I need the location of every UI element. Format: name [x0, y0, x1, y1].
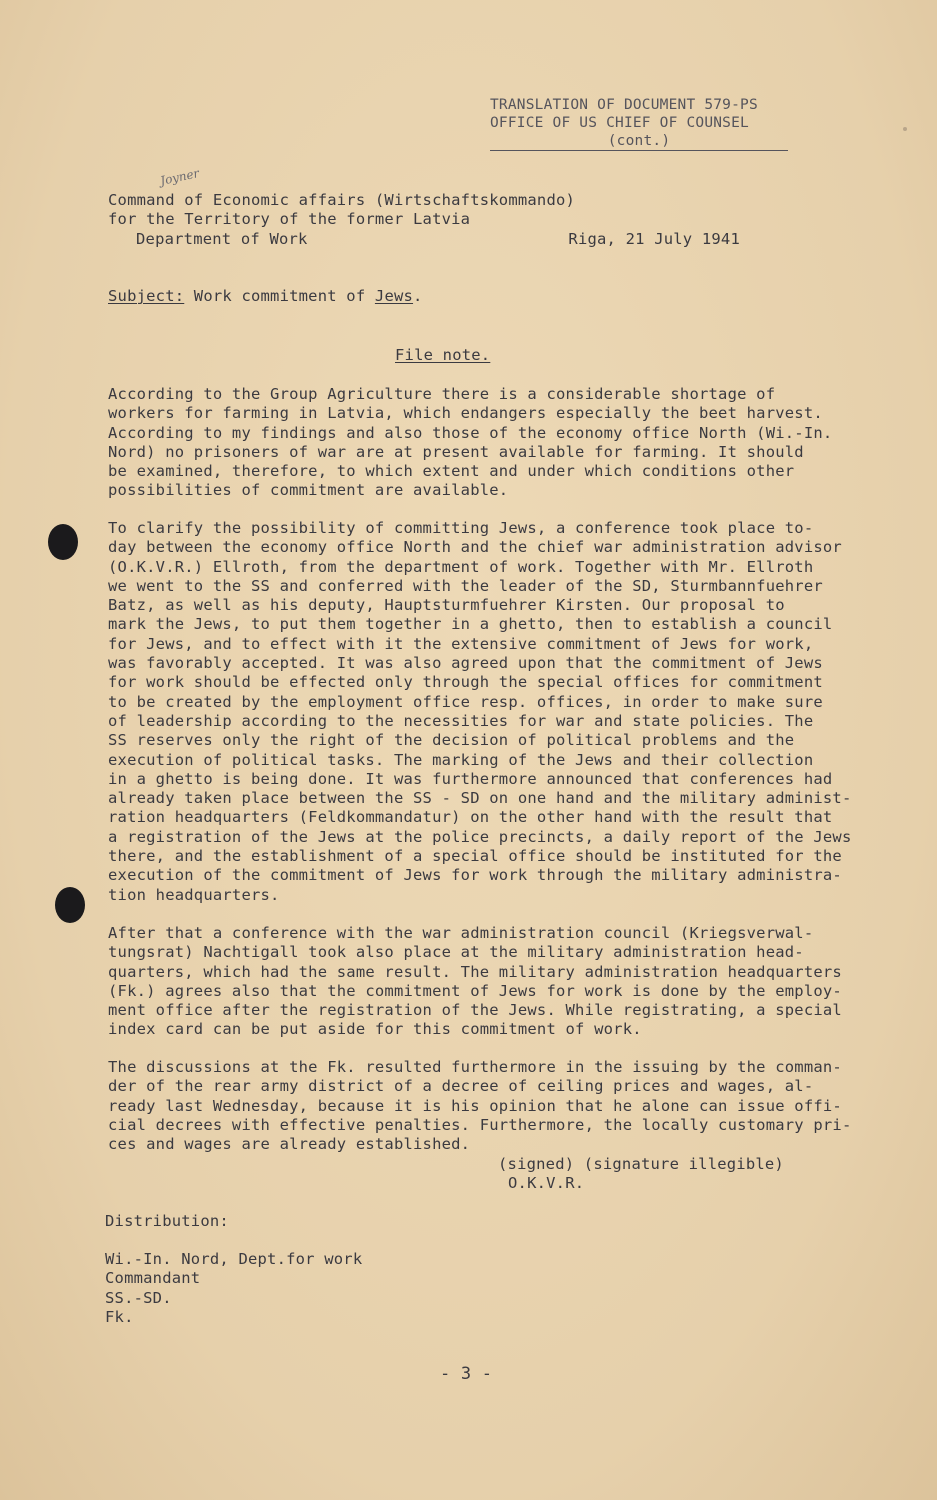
header-line-2: OFFICE OF US CHIEF OF COUNSEL [490, 115, 749, 131]
file-note-text: File note. [395, 346, 491, 364]
document-header [490, 96, 788, 151]
signature-line-1: (signed) (signature illegible) [498, 1155, 784, 1173]
header-line-3: (cont.) [607, 133, 671, 149]
paragraph-1: According to the Group Agriculture there is a considerable shortage of workers for farming in Latvia, which endangers especially the beet harvest. According to my findings and also those of the economy office North (Wi.-In. Nord) no prisoners of war are at present available for farming. It should be examined, therefore, to which extent and under which conditions other possibilities of commitment are available. [108, 385, 833, 500]
punch-hole-top [48, 524, 78, 560]
handwritten-annotation: Joyner [158, 166, 201, 188]
sender-block [108, 191, 808, 249]
subject-line [108, 287, 423, 306]
distribution-item: Commandant [105, 1269, 201, 1288]
distribution-item: Fk. [105, 1307, 134, 1326]
paragraph-2: To clarify the possibility of committing Jews, a conference took place to- day between the economy office North and the chief war administration advisor (O.K.V.R.) Ellroth, from the department of work. Together with Mr. Ellroth we went to the SS and conferred with the leader of the SD, Sturmbannfuehrer Batz, as well as his deputy, Hauptsturmfuehrer Kirsten. Our proposal to mark the Jews, to put them together in a ghetto, then to establish a council for Jews, and to effect with it the extensive commitment of Jews for work, was favorably accepted. It was also agreed upon that the commitment of Jews for work should be effected only through the special offices for commitment to be created by the employment office resp. offices, in order to make sure of leadership according to the necessities for war and state policies. The SS reserves only the right of the decision of political problems and the execution of political tasks. The marking of the Jews and their collection in a ghetto is being done. It was furthermore announced that conferences had already taken place between the SS - SD on one hand and the military administ- ration headquarters (Feldkommandatur) on the other hand with the result that a registration of the Jews at the police precincts, a daily report of the Jews there, and the establishment of a special office should be instituted for the execution of the commitment of Jews for work through the military administra- tion headquarters. [108, 519, 852, 904]
subject-text: Work commitment of [184, 287, 375, 305]
header-rule [490, 132, 788, 151]
signature-line-2: O.K.V.R. [508, 1174, 585, 1193]
paragraph-3: After that a conference with the war administration council (Kriegsverwal- tungsrat) Nachtigall took also place at the military administration head- quarters, which had the same result. The military administration headquarters (Fk.) agrees also that the commitment of Jews for work is done by the employ- ment office after the registration of the Jews. While registrating, a special index card can be put aside for this commitment of work. [108, 924, 842, 1039]
subject-underlined: Jews [374, 287, 414, 305]
signature-block [498, 1155, 784, 1194]
department: Department of Work [136, 229, 308, 248]
subject-end: . [413, 287, 423, 305]
sender-line-3 [108, 230, 740, 249]
subject-label: Subject: [108, 287, 185, 305]
punch-hole-bottom [55, 887, 85, 923]
paper-speck [903, 127, 907, 131]
place-date: Riga, 21 July 1941 [568, 229, 740, 248]
paragraph-4: The discussions at the Fk. resulted furthermore in the issuing by the comman- der of the rear army district of a decree of ceiling prices and wages, al- ready last Wednesday, because it is his opinion that he alone can issue offi- cial decrees with effective penalties. Furthermore, the locally customary pri- ces and wages are already established. [108, 1058, 852, 1154]
file-note-heading [395, 346, 490, 365]
distribution-item: Wi.-In. Nord, Dept.for work [105, 1250, 363, 1268]
sender-line-1: Command of Economic affairs (Wirtschaftskommando) [108, 191, 576, 209]
sender-line-2: for the Territory of the former Latvia [108, 210, 471, 229]
distribution-label: Distribution: [105, 1212, 229, 1230]
distribution-item: SS.-SD. [105, 1288, 172, 1307]
distribution-list [105, 1250, 362, 1327]
header-line-1: TRANSLATION OF DOCUMENT 579-PS [490, 97, 758, 113]
page-number: - 3 - [440, 1364, 493, 1384]
